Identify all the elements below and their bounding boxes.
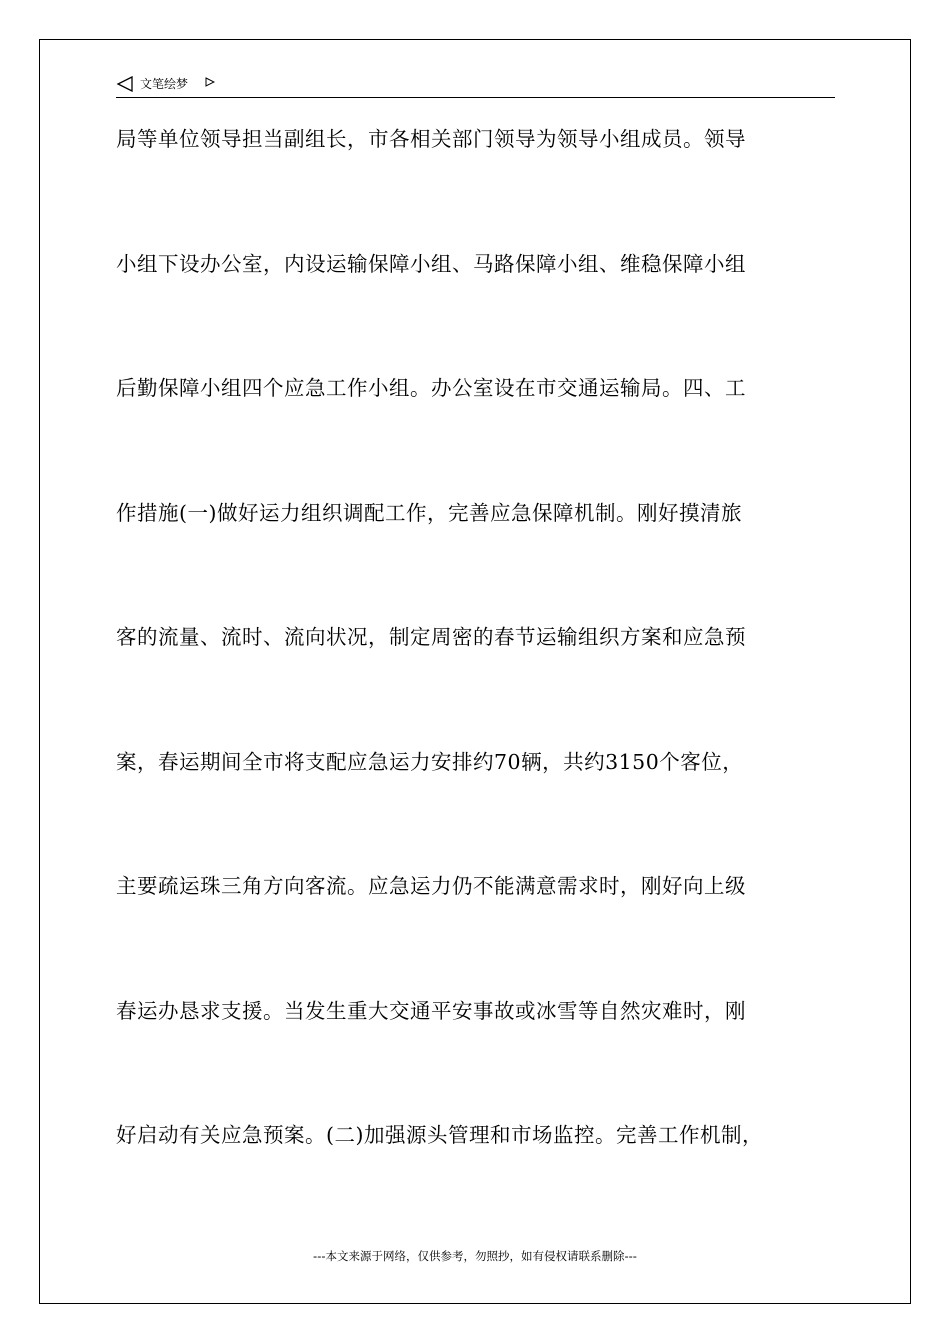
- body-line: 小组下设办公室，内设运输保障小组、马路保障小组、维稳保障小组: [116, 251, 746, 276]
- body-line: 案，春运期间全市将支配应急运力安排约70辆，共约3150个客位，: [116, 749, 744, 774]
- body-line: 主要疏运珠三角方向客流。应急运力仍不能满意需求时，刚好向上级: [116, 874, 746, 898]
- body-line: 客的流量、流时、流向状况，制定周密的春节运输组织方案和应急预: [116, 625, 746, 649]
- triangle-right-outline-icon: [205, 77, 215, 87]
- body-line: 局等单位领导担当副组长，市各相关部门领导为领导小组成员。领导: [116, 127, 746, 151]
- body-line: 春运办恳求支援。当发生重大交通平安事故或冰雪等自然灾难时，刚: [116, 998, 746, 1023]
- page-header: [116, 74, 835, 98]
- footer-disclaimer: ---本文来源于网络，仅供参考，勿照抄，如有侵权请联系删除---: [313, 1249, 637, 1263]
- body-line: 好启动有关应急预案。(二)加强源头管理和市场监控。完善工作机制，: [116, 1123, 763, 1147]
- document-body: [116, 126, 835, 1247]
- triangle-left-outline-icon: [116, 76, 134, 92]
- body-line: 作措施(一)做好运力组织调配工作，完善应急保障机制。刚好摸清旅: [116, 500, 742, 525]
- header-title: 文笔绘梦: [140, 77, 189, 91]
- body-line: 后勤保障小组四个应急工作小组。办公室设在市交通运输局。四、工: [116, 376, 746, 400]
